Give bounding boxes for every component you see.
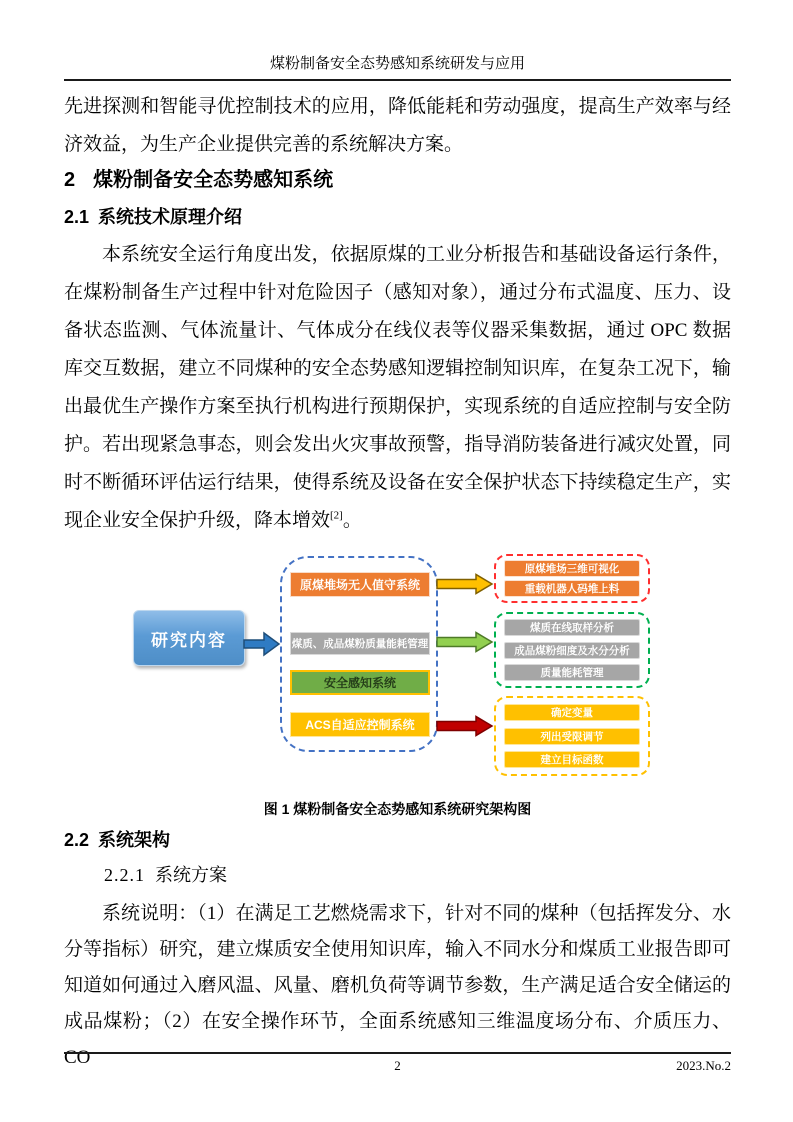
paragraph-text: 本系统安全运行角度出发，依据原煤的工业分析报告和基础设备运行条件，在煤粉制备生产过程中针对危险因子（感知对象），通过分布式温度、压力、设备状态监测、气体流量计、气体成分在线仪表等仪器采集数据，通过 OPC 数据库交互数据，建立不同煤种的安全态势感知逻辑控制知识库，在复杂工况下，输出最优生产操作方案至执行机构进行预期保护，实现系统的自适应控制与安全防护。若出现紧急事态，则会发出火灾事故预警，指导消防装备进行减灾处置，同时不断循环评估运行结果，使得系统及设备在安全保护状态下持续稳定生产，实现企业安全保护升级，降本增效 — [64, 244, 731, 531]
flow-arrow-blue-icon — [243, 631, 281, 657]
diagram-outcome-item: 原煤堆场三维可视化 — [504, 560, 640, 577]
diagram-outcome-item: 成品煤粉细度及水分分析 — [504, 642, 640, 659]
diagram-outcome-group-quality — [494, 612, 650, 688]
diagram-outcome-item: 重载机器人码堆上料 — [504, 580, 640, 597]
diagram-module-box: ACS自适应控制系统 — [290, 712, 430, 737]
paragraph-scheme: 系统说明：（1）在满足工艺燃烧需求下，针对不同的煤种（包括挥发分、水分等指标）研究，建立煤质安全使用知识库，输入不同水分和煤质工业报告即可知道如何通过入磨风温、风量、磨机负荷等调节参数，生产满足适合安全储运的成品煤粉；（2）在安全操作环节，全面系统感知三维温度场分布、介质压力、CO — [64, 903, 731, 1068]
diagram-outcome-group-acs — [494, 696, 650, 776]
page-number: 2 — [394, 1058, 401, 1073]
section-number: 2 — [64, 169, 76, 191]
diagram-module-box: 安全感知系统 — [290, 670, 430, 695]
citation-marker: [2] — [330, 509, 343, 522]
section-title: 系统技术原理介绍 — [98, 207, 243, 227]
section-number: 2.2 — [64, 830, 90, 850]
section-title: 系统架构 — [98, 830, 171, 850]
section-heading-2 — [64, 163, 731, 192]
flow-arrow-red-icon — [436, 715, 494, 737]
diagram-outcome-group-stockyard — [494, 554, 650, 603]
section-heading-2-2-1 — [64, 861, 731, 887]
issue-label: 2023.No.2 — [676, 1058, 731, 1073]
section-heading-2-1 — [64, 203, 731, 229]
figure-1-architecture-diagram — [64, 548, 731, 798]
diagram-root-node: 研究内容 — [133, 610, 245, 666]
paragraph-text: 。 — [342, 510, 362, 531]
flow-arrow-yellow-icon — [436, 573, 494, 595]
paragraph-intro-continued: 先进探测和智能寻优控制技术的应用，降低能耗和劳动强度，提高生产效率与经济效益，为生产企业提供完善的系统解决方案。 — [64, 96, 731, 155]
figure-caption: 图 1 煤粉制备安全态势感知系统研究架构图 — [263, 801, 532, 817]
diagram-module-box: 原煤堆场无人值守系统 — [290, 572, 430, 597]
diagram-module-box: 煤质、成品煤粉质量能耗管理 — [290, 632, 430, 655]
running-title: 煤粉制备安全态势感知系统研发与应用 — [64, 50, 731, 81]
footer-divider — [64, 1052, 731, 1054]
diagram-outcome-item: 煤质在线取样分析 — [504, 619, 640, 636]
section-title: 系统方案 — [155, 865, 227, 885]
section-title: 煤粉制备安全态势感知系统 — [93, 169, 334, 191]
diagram-outcome-item: 确定变量 — [504, 704, 640, 721]
section-number: 2.2.1 — [104, 865, 145, 885]
diagram-outcome-item: 质量能耗管理 — [504, 664, 640, 681]
diagram-outcome-item: 列出受限调节 — [504, 728, 640, 745]
diagram-outcome-item: 建立目标函数 — [504, 751, 640, 768]
section-number: 2.1 — [64, 207, 90, 227]
section-heading-2-2 — [64, 826, 731, 852]
paragraph-principle — [64, 236, 731, 540]
flow-arrow-green-icon — [436, 631, 494, 653]
